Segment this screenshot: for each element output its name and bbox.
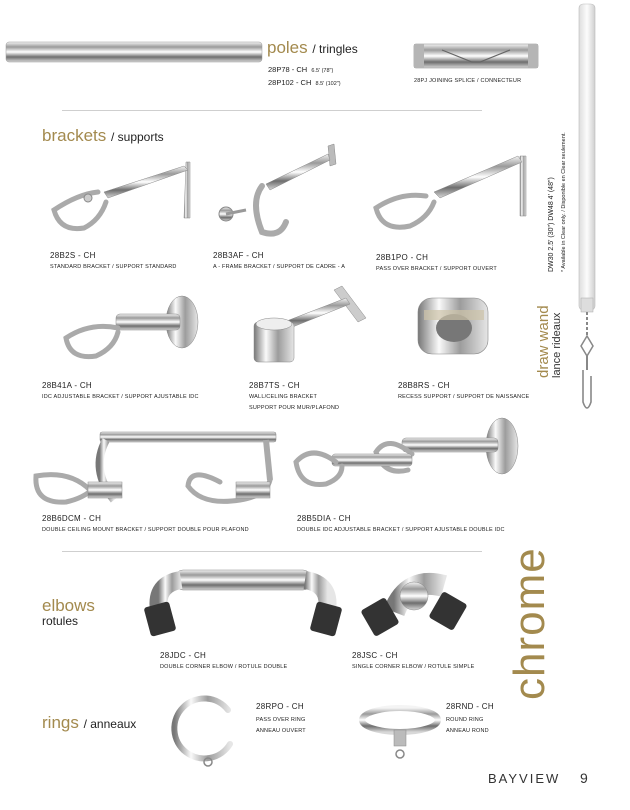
pass-over-ring-image (172, 690, 244, 772)
recess-support-image (414, 288, 494, 360)
pole-list (268, 64, 341, 90)
poles-title-sub: / tringles (312, 42, 358, 56)
elbow-code: 28JSC - CH (352, 651, 398, 660)
splice-image (412, 40, 540, 72)
poles-title: poles (267, 38, 308, 57)
rings-title: rings (42, 713, 79, 732)
elbow-desc: DOUBLE CORNER ELBOW / ROTULE DOUBLE (160, 664, 288, 670)
bracket-desc: IDC ADJUSTABLE BRACKET / SUPPORT AJUSTABLE IDC (42, 394, 199, 400)
double-idc-bracket-image (292, 414, 528, 510)
standard-bracket-image (48, 158, 198, 238)
pole-item: 28P78 - CH 6.5' (78") (268, 65, 334, 74)
bracket-code: 28B8RS - CH (398, 381, 450, 390)
pole-item: 28P102 - CH 8.5' (102") (268, 78, 341, 87)
page-number: 9 (580, 770, 588, 786)
brackets-title: brackets (42, 126, 107, 145)
bracket-code: 28B5DIA - CH (297, 514, 351, 523)
single-corner-elbow-image (364, 566, 468, 642)
wall-ceiling-bracket-image (250, 282, 372, 372)
rings-title-sub: / anneaux (83, 717, 137, 731)
ring-desc-2: ANNEAU ROND (446, 728, 489, 734)
elbows-title: elbows (42, 596, 95, 615)
ring-desc: ROUND RING (446, 717, 484, 723)
bracket-code: 28B3AF - CH (213, 251, 264, 260)
elbow-desc: SINGLE CORNER ELBOW / ROTULE SIMPLE (352, 664, 475, 670)
brackets-title-sub: / supports (110, 130, 164, 144)
pass-over-bracket-image (370, 152, 530, 242)
draw-wand-codes: DW30 2.5' (30") DW48 4' (48") (548, 177, 555, 272)
draw-wand-sub: lance rideaux (551, 312, 563, 378)
bracket-desc: DOUBLE CEILING MOUNT BRACKET / SUPPORT DOUBLE POUR PLAFOND (42, 527, 249, 533)
draw-wand-image (574, 4, 608, 424)
ring-desc-2: ANNEAU OUVERT (256, 728, 306, 734)
brand-logo: BAYVIEW (488, 771, 561, 786)
double-corner-elbow-image (145, 564, 341, 644)
bracket-code: 28B7TS - CH (249, 381, 300, 390)
bracket-code: 28B1PO - CH (376, 253, 429, 262)
bracket-desc: WALL/CELING BRACKET (249, 394, 318, 400)
draw-wand-note: * Available in Clear only. / Disponible en Clear seulement. (561, 132, 567, 272)
splice-label: 28PJ JOINING SPLICE / CONNECTEUR (414, 78, 522, 84)
ring-desc: PASS OVER RING (256, 717, 306, 723)
bracket-desc-2: SUPPORT POUR MUR/PLAFOND (249, 405, 340, 411)
divider (62, 110, 482, 111)
ring-code: 28RND - CH (446, 702, 494, 711)
a-frame-bracket-image (210, 142, 360, 242)
elbows-title-sub: rotules (42, 614, 79, 628)
ring-code: 28RPO - CH (256, 702, 304, 711)
round-ring-image (358, 700, 442, 764)
bracket-code: 28B41A - CH (42, 381, 92, 390)
idc-adjustable-bracket-image (62, 292, 204, 372)
bracket-desc: RECESS SUPPORT / SUPPORT DE NAISSANCE (398, 394, 530, 400)
pole-image (6, 42, 262, 64)
brackets-heading (42, 126, 164, 146)
finish-label: chrome (505, 547, 554, 700)
rings-heading (42, 713, 136, 733)
elbows-heading (42, 596, 95, 628)
bracket-code: 28B2S - CH (50, 251, 96, 260)
divider (62, 551, 482, 552)
bracket-desc: PASS OVER BRACKET / SUPPORT OUVERT (376, 266, 497, 272)
bracket-code: 28B6DCM - CH (42, 514, 102, 523)
poles-heading (267, 38, 358, 58)
bracket-desc: A - FRAME BRACKET / SUPPORT DE CADRE - A (213, 264, 346, 270)
draw-wand-title: draw wand (535, 305, 552, 378)
elbow-code: 28JDC - CH (160, 651, 207, 660)
bracket-desc: STANDARD BRACKET / SUPPORT STANDARD (50, 264, 177, 270)
bracket-desc: DOUBLE IDC ADJUSTABLE BRACKET / SUPPORT AJUSTABLE DOUBLE IDC (297, 527, 505, 533)
double-ceiling-bracket-image (30, 430, 280, 510)
